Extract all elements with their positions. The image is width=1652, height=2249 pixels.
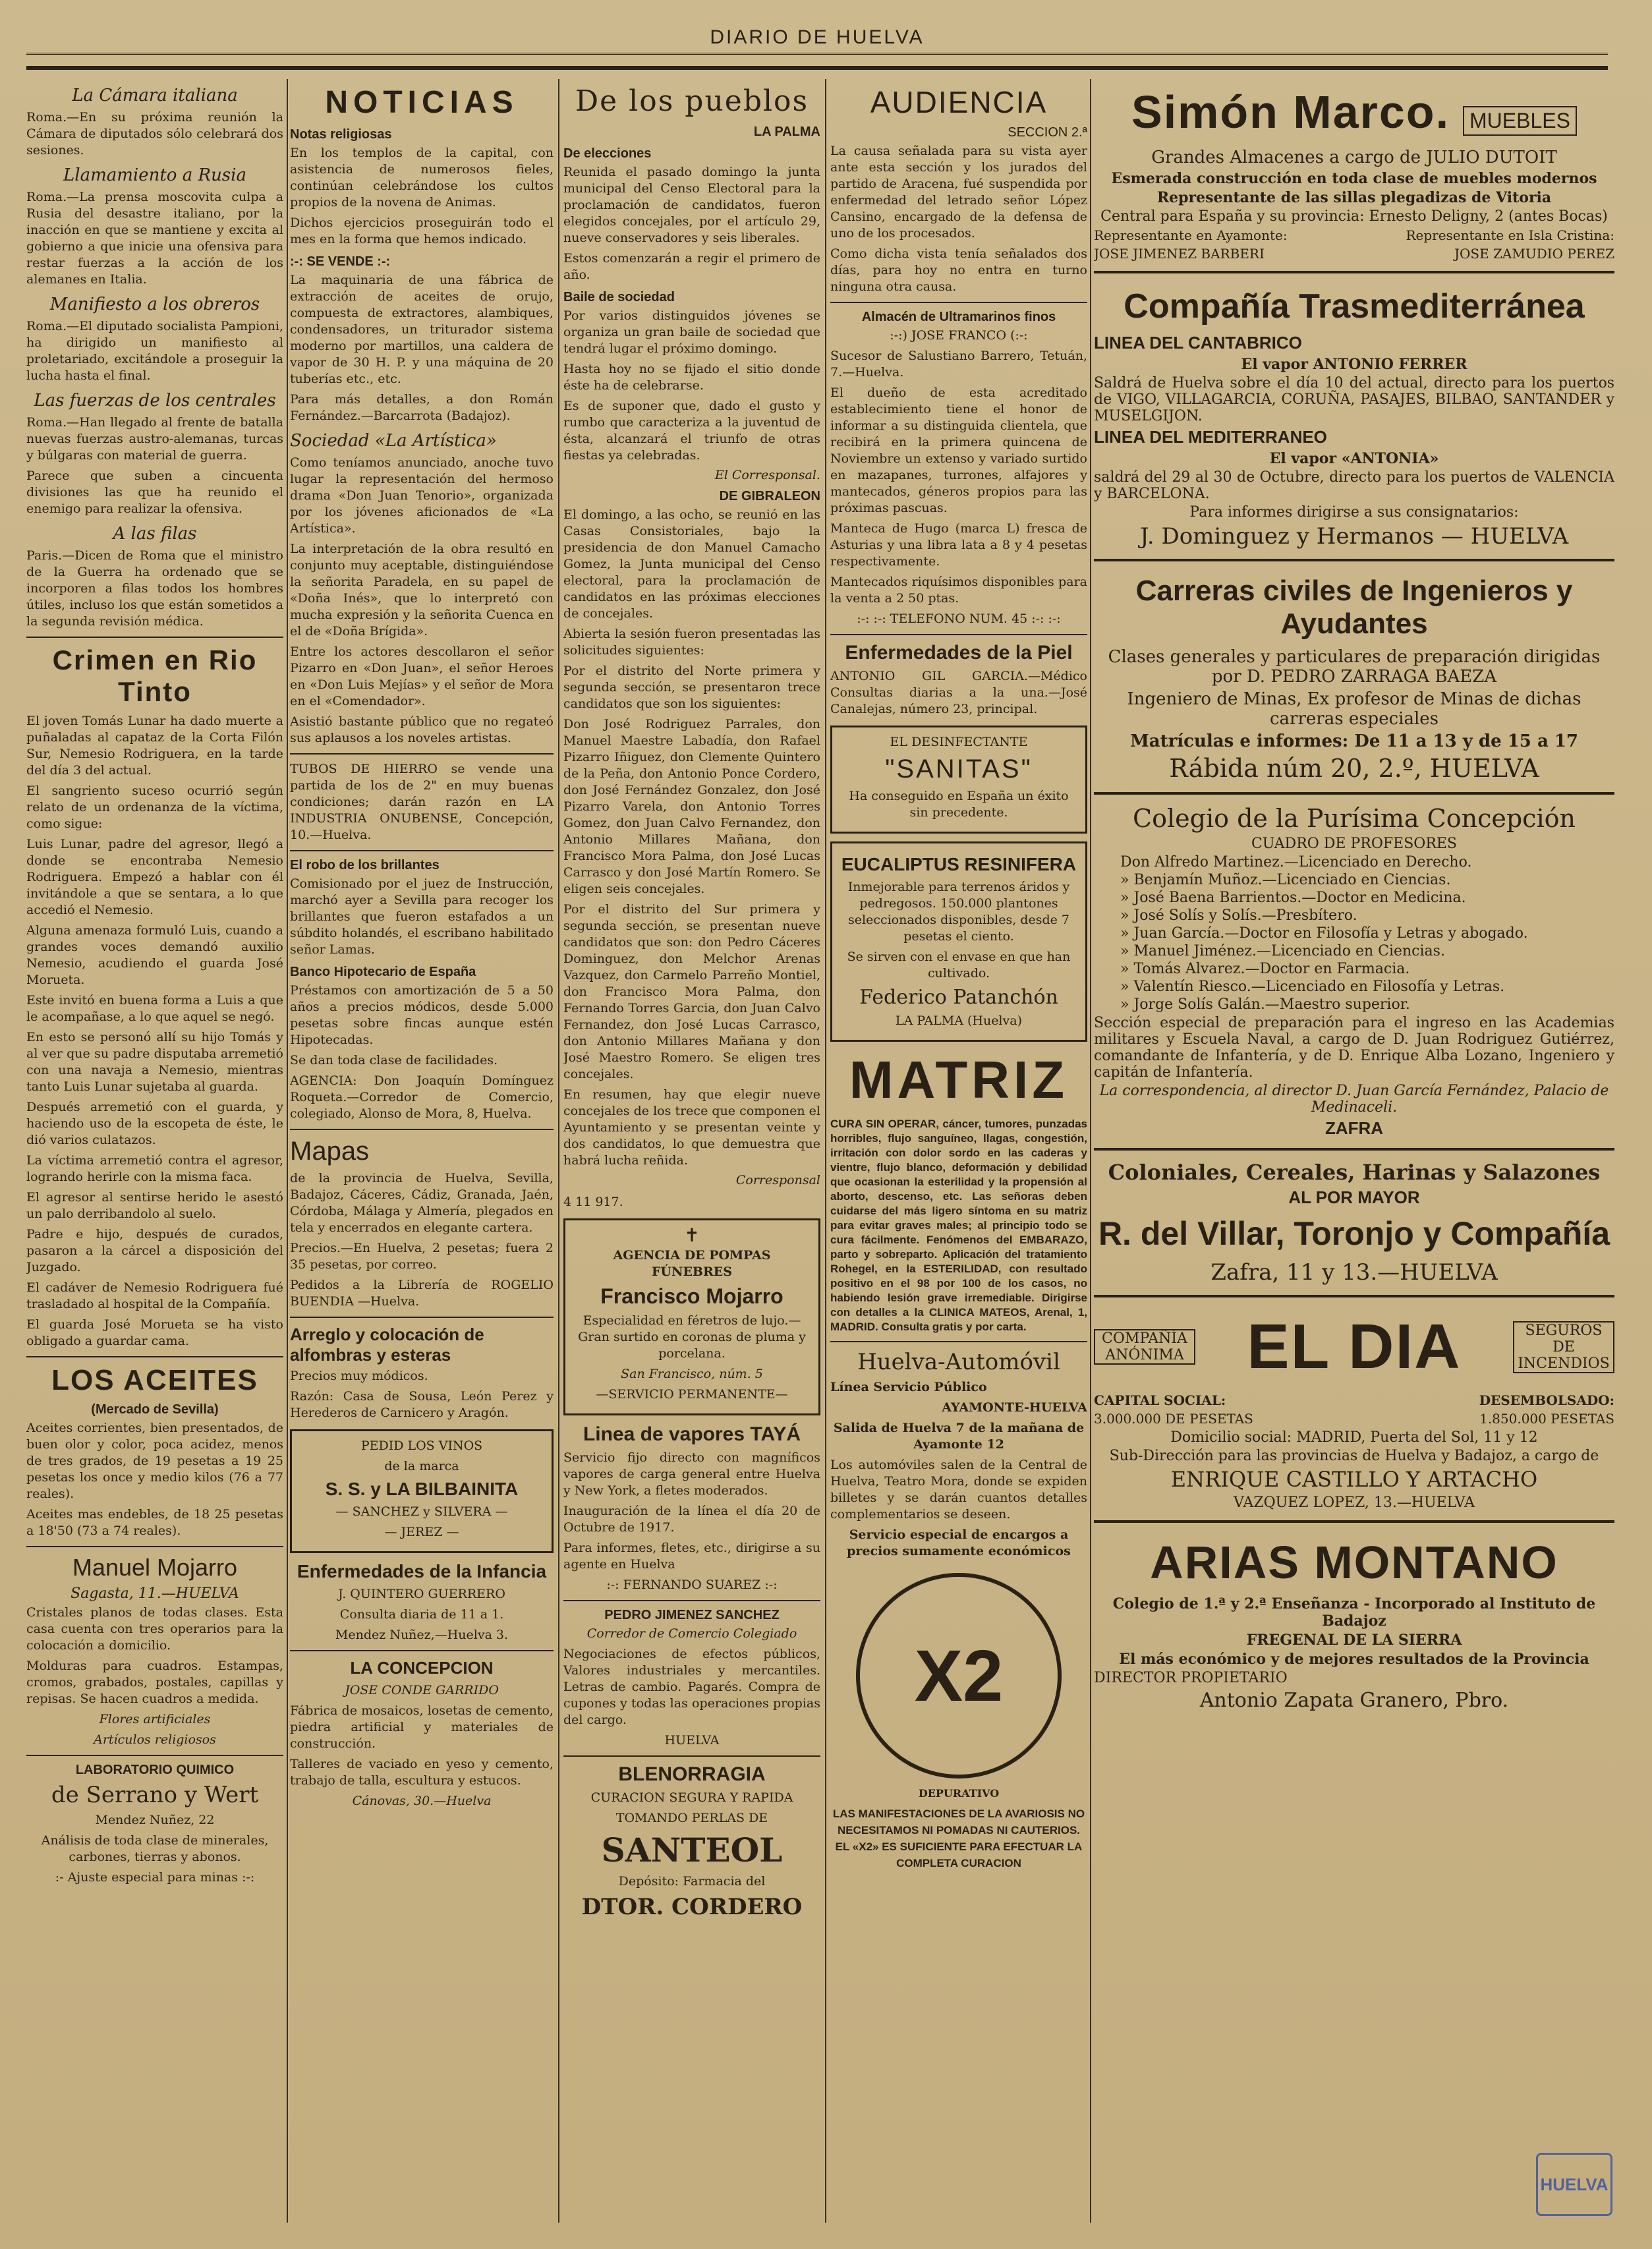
- paragraph: Para más detalles, a don Román Fernández.—Barcarrota (Badajoz).: [290, 392, 554, 423]
- ad-title: Compañía Trasmediterránea: [1124, 287, 1585, 326]
- ad-line: Especialidad en féretros de lujo.—Gran surtido en coronas de pluma y porcelana.: [578, 1313, 806, 1361]
- ad-title: SANTEOL: [601, 1831, 783, 1869]
- divider: [26, 637, 283, 638]
- ad-subtitle: LINEA DEL MEDITERRANEO: [1094, 427, 1327, 447]
- ad-row: [1094, 227, 1614, 243]
- paragraph: El agresor al sentirse herido le asestó un palo derribandolo al suelo.: [26, 1190, 283, 1221]
- paragraph: Dichos ejercicios proseguirán todo el mes en la forma que hemos indicado.: [290, 215, 554, 246]
- paragraph: Corredor de Comercio Colegiado: [586, 1626, 797, 1641]
- ad-title: Francisco Mojarro: [600, 1284, 783, 1308]
- ad-line: de la marca: [384, 1459, 459, 1473]
- paragraph: :-:) JOSE FRANCO (:-:: [890, 328, 1028, 343]
- divider: [563, 1600, 820, 1601]
- ad-line: Sección especial de preparación para el ingreso en las Academias militares y Escuela Naval, a cargo de D. Juan Rodriguez Gutiérrez, comandante de Infantería, y de D. Enrique Alba Lozano, Ingeniero y capitán de Infantería.: [1094, 1015, 1614, 1081]
- ad-box: [830, 841, 1087, 1042]
- depurativo-seal-icon: [856, 1573, 1062, 1779]
- divider: [290, 753, 554, 754]
- paragraph: Flores artificiales: [99, 1712, 211, 1726]
- paragraph: Servicio fijo directo con magníficos vapores de carga general entre Huelva y New York, a fletes moderados.: [563, 1450, 820, 1498]
- paragraph: La maquinaria de una fábrica de extracción de aceites de orujo, compuesta de extractores, alambiques, condensadores, un triturador sistema moderno por martillos, una caldera de vapor de 30 H. P. y una máquina de 20 tuberías etc., etc.: [290, 273, 554, 386]
- paragraph: Parece que suben a cincuenta divisiones las que ha reunido el enemigo para realizar la ofensiva.: [26, 469, 283, 516]
- paragraph: Asistió bastante público que no regateó sus aplausos a los noveles artistas.: [290, 714, 554, 745]
- list-item: » Tomás Alvarez.—Doctor en Farmacia.: [1120, 961, 1410, 977]
- ad-cell: DESEMBOLSADO:: [1479, 1392, 1614, 1408]
- ad-box: [290, 1429, 554, 1553]
- ad-cell: Representante en Ayamonte:: [1094, 227, 1288, 243]
- logo-label: HUELVA: [1540, 2175, 1609, 2194]
- paragraph: Aceites corrientes, bien presentados, de buen olor y color, poca acidez, menos de tres grados, de 19 pesetas a 19 25 pesetas los once y medio kilos (76 a 77 reales).: [26, 1421, 283, 1501]
- paragraph: Este invitó en buena forma a Luis a que le acompañase, a lo que aquel se negó.: [26, 993, 283, 1024]
- paragraph: Depósito: Farmacia del: [618, 1874, 766, 1889]
- column-divider: [825, 79, 826, 2223]
- ad-line: Zafra, 11 y 13.—HUELVA: [1211, 1259, 1498, 1286]
- ad-line: Matrículas e informes: De 11 a 13 y de 15 a 17: [1129, 731, 1579, 751]
- paragraph: Don José Rodriguez Parrales, don Manuel Maestre Labadía, don Rafael Pizarro Iñiguez, don Clemente Quintero de la Peña, don Antonio Ponce Cordero, don José Fernández Gonzalez, don José Pizarro Varela, don Antonio Torres Gomez, don Juan Calvo Fernandez, don Antonio Millares Mañana, don Francisco Mora Palma, don José Lucas Carrasco y don José Martín Romero. Se eligen seis concejales.: [563, 717, 820, 896]
- paragraph: Estos comenzarán a regir el primero de año.: [563, 251, 820, 282]
- headline: Llamamiento a Rusia: [63, 165, 246, 185]
- ad-title: LABORATORIO QUIMICO: [75, 1763, 235, 1777]
- column-3: [563, 79, 820, 2223]
- paragraph: Mantecados riquísimos disponibles para la venta a 2 50 ptas.: [830, 575, 1087, 606]
- divider: [830, 634, 1087, 635]
- divider: [26, 1546, 283, 1547]
- ad-line: Inmejorable para terrenos áridos y pedregosos. 150.000 plantones seleccionados disponibles, desde 7 pesetas el ciento.: [847, 880, 1070, 944]
- headline: Banco Hipotecario de España: [290, 965, 476, 979]
- paragraph: :-: :-: TELEFONO NUM. 45 :-: :-:: [857, 612, 1061, 626]
- ad-subtitle: CUADRO DE PROFESORES: [1251, 836, 1458, 852]
- ad-title: Coloniales, Cereales, Harinas y Salazones: [1108, 1160, 1601, 1185]
- ad-line: Antonio Zapata Granero, Pbro.: [1199, 1689, 1509, 1712]
- ad-title: Mapas: [290, 1137, 370, 1166]
- paragraph: Mendez Nuñez, 22: [95, 1813, 215, 1827]
- paragraph: En los templos de la capital, con asistencia de numerosos fieles, continúan celebrándose los cultos propios de la novena de Animas.: [290, 146, 554, 210]
- paragraph: El sangriento suceso ocurrió según relato de un ordenanza de la víctima, como sigue:: [26, 783, 283, 831]
- ad-title: PEDRO JIMENEZ SANCHEZ: [604, 1608, 780, 1622]
- ad-box: [563, 1218, 820, 1415]
- paragraph: TOMANDO PERLAS DE: [615, 1811, 768, 1825]
- paragraph: Precios muy módicos.: [290, 1369, 428, 1383]
- paragraph: Roma.—El diputado socialista Pampioni, ha dirigido un manifiesto al proletariado, excitándole a proseguir la lucha hasta el final.: [26, 319, 283, 383]
- ad-title: Manuel Mojarro: [72, 1554, 238, 1581]
- ad-row: [1094, 1411, 1614, 1427]
- ad-line: Saldrá de Huelva sobre el día 10 del actual, directo para los puertos de VIGO, VILLAGARCIA, CORUÑA, PASAJES, BILBAO, SANTANDER y MUSELGIJON.: [1094, 375, 1614, 424]
- column-divider: [558, 79, 559, 2223]
- ad-line: Clases generales y particulares de preparación dirigidas por D. PEDRO ZARRAGA BAEZA: [1108, 647, 1601, 687]
- ad-title: Simón Marco.: [1131, 86, 1450, 138]
- ad-block: [1094, 271, 1614, 550]
- paragraph: Precios.—En Huelva, 2 pesetas; fuera 2 35 pesetas, por correo.: [290, 1241, 554, 1272]
- ad-cell: JOSE JIMENEZ BARBERI: [1094, 246, 1265, 262]
- list-item: » Manuel Jiménez.—Licenciado en Ciencias.: [1120, 943, 1445, 959]
- ad-title: Almacén de Ultramarinos finos: [861, 310, 1056, 324]
- paragraph: :- Ajuste especial para minas :-:: [55, 1870, 255, 1885]
- paragraph: Línea Servicio Público: [830, 1380, 987, 1394]
- ad-title: Enfermedades de la Piel: [845, 642, 1073, 664]
- paragraph: Mendez Nuñez,—Huelva 3.: [335, 1628, 509, 1642]
- ad-cell: JOSE ZAMUDIO PEREZ: [1454, 246, 1614, 262]
- ad-line: FREGENAL DE LA SIERRA: [1246, 1632, 1462, 1649]
- ad-cell: CAPITAL SOCIAL:: [1094, 1392, 1226, 1408]
- paragraph: El cadáver de Nemesio Rodriguera fué trasladado al hospital de la Compañía.: [26, 1280, 283, 1311]
- paragraph: :-: FERNANDO SUAREZ :-:: [606, 1578, 778, 1592]
- paragraph: Pedidos a la Librería de ROGELIO BUENDIA —Huelva.: [290, 1278, 554, 1309]
- paragraph: Comisionado por el juez de Instrucción, marchó ayer a Sevilla para recoger los brillantes que fueron estafados a un súbdito holandés, el escribano habilitado señor Lamas.: [290, 876, 554, 957]
- paragraph: HUELVA: [664, 1733, 720, 1748]
- seal-label: X2: [914, 1635, 1004, 1717]
- ad-title: "SANITAS": [885, 754, 1033, 783]
- ad-cell: COMPAÑÍA ANÓNIMA: [1094, 1329, 1195, 1365]
- ad-row: [1094, 246, 1614, 262]
- headline: Manifiesto a los obreros: [49, 295, 260, 314]
- paragraph: Después arremetió con el guarda, y haciendo uso de la escopeta de éste, le dió varios culatazos.: [26, 1100, 283, 1147]
- ad-cell: SEGUROS DE INCENDIOS: [1513, 1321, 1614, 1373]
- paragraph: Aceites mas endebles, de 18 25 pesetas a 18'50 (73 a 74 reales).: [26, 1507, 283, 1538]
- paragraph: Razón: Casa de Sousa, León Perez y Herederos de Carnicero y Aragón.: [290, 1389, 554, 1420]
- ad-line: AGENCIA DE POMPAS FÚNEBRES: [613, 1248, 771, 1279]
- paragraph: Roma.—En su próxima reunión la Cámara de diputados sólo celebrará dos sesiones.: [26, 110, 283, 157]
- ad-line: saldrá del 29 al 30 de Octubre, directo para los puertos de VALENCIA y BARCELONA.: [1094, 469, 1614, 502]
- headline: Las fuerzas de los centrales: [34, 391, 276, 411]
- ad-line: — JEREZ —: [384, 1525, 459, 1539]
- ad-subtitle: Sagasta, 11.—HUELVA: [71, 1585, 239, 1602]
- ad-line: J. Dominguez y Hermanos — HUELVA: [1139, 523, 1569, 550]
- paragraph: El joven Tomás Lunar ha dado muerte a puñaladas al capataz de la Corta Filón Sur, Nemesio Rodriguera, en la tarde del día 3 del actual.: [26, 714, 283, 778]
- paragraph: Roma.—Han llegado al frente de batalla nuevas fuerzas austro-alemanas, turcas y búlgaras con material de guerra.: [26, 415, 283, 463]
- paragraph: Cánovas, 30.—Huelva: [352, 1794, 492, 1808]
- paragraph: La causa señalada para su vista ayer ante esta sección y los jurados del partido de Aracena, fué suspendida por enfermedad del letrado señor López Cansino, encargado de la defensa de uno de los procesados.: [830, 144, 1087, 241]
- ad-block: [1094, 559, 1614, 783]
- date: 4 11 917.: [563, 1195, 623, 1209]
- divider: [26, 1755, 283, 1756]
- ad-line: Domicilio social: MADRID, Puerta del Sol, 11 y 12: [1170, 1429, 1538, 1446]
- headline: Crimen en Rio Tinto: [52, 644, 258, 707]
- divider: [290, 1129, 554, 1130]
- divider: [830, 1341, 1087, 1342]
- paragraph: Talleres de vaciado en yeso y cemento, trabajo de talla, escultura y estucos.: [290, 1757, 554, 1788]
- column-1: [26, 79, 283, 2223]
- paragraph: Servicio especial de encargos a precios sumamente económicos: [847, 1527, 1071, 1558]
- ad-title: BLENORRAGIA: [618, 1763, 766, 1785]
- ad-line: Ingeniero de Minas, Ex profesor de Minas de dichas carreras especiales: [1127, 689, 1581, 729]
- headline: De elecciones: [563, 146, 652, 161]
- huelva-logo-icon: [1536, 2153, 1612, 2216]
- ad-line: Ha conseguido en España un éxito sin precedente.: [849, 789, 1069, 820]
- paragraph: Salida de Huelva 7 de la mañana de Ayamonte 12: [833, 1421, 1085, 1452]
- paragraph: de la provincia de Huelva, Sevilla, Badajoz, Cáceres, Cádiz, Granada, Jaén, Córdoba, Málaga y Almería, plegados en tela y encerrados en elegante cartera.: [290, 1171, 554, 1235]
- ad-title: Enfermedades de la Infancia: [297, 1561, 547, 1581]
- divider: [563, 1755, 820, 1757]
- ad-line: Sub-Dirección para las provincias de Huelva y Badajoz, a cargo de: [1109, 1448, 1599, 1464]
- column-5: [1094, 79, 1614, 2223]
- section-title: De los pueblos: [575, 84, 809, 118]
- ad-header: [1094, 79, 1614, 145]
- paragraph: ANTONIO GIL GARCIA.—Médico Consultas diarias a la una.—José Canalejas, número 23, principal.: [830, 669, 1087, 716]
- paragraph: Se dan toda clase de facilidades.: [290, 1053, 498, 1068]
- ad-title: MATRIZ: [849, 1050, 1069, 1109]
- ad-line: El vapor «ANTONIA»: [1269, 450, 1439, 467]
- ad-line: San Francisco, núm. 5: [621, 1367, 763, 1381]
- paragraph: CURA SIN OPERAR, cáncer, tumores, punzadas horribles, flujo sanguíneo, llagas, congestión, irritación con dolor sordo en las caderas y vientre, flujo blanco, deformación y debilidad que ocasionan la esterilidad y la propensión al aborto, descenso, etc. Las señoras deben cuidarse del más ligero síntoma en su matriz para evitar graves males; al principio todo se cura fácilmente. Fenómenos del EMBARAZO, parto y sobreparto. Aplicación del tratamiento Rohegel, en la ESTERILIDAD, con resultado positivo en el 98 por 100 de los casos, no habiendo lesión grave irremediable. Dirigirse con detalles a la CLINICA MATEOS, Arenal, 1, MADRID. Consulta gratis y por carta.: [830, 1118, 1087, 1333]
- paragraph: Por el distrito del Norte primera y segunda sección, se presentaron trece candidatos que son los siguientes:: [563, 664, 820, 711]
- paragraph: La interpretación de la obra resultó en conjunto muy aceptable, distinguiéndose la señorita Paradela, en su papel de «Doña Inés», que lo interpretó con mucha expresión y la señorita Cuenca en el de «Doña Brígida».: [290, 542, 554, 639]
- paragraph: En resumen, hay que elegir nueve concejales de los trece que componen el Ayuntamiento y se presentan veinte y dos candidatos, lo que demuestra que habrá lucha reñida.: [563, 1087, 820, 1168]
- paragraph: Molduras para cuadros. Estampas, cromos, grabados, postales, capillas y repisas. Se hacen cuadros a medida.: [26, 1659, 283, 1706]
- ad-title: DTOR. CORDERO: [581, 1894, 803, 1920]
- paragraph: Paris.—Dicen de Roma que el ministro de la Guerra ha ordenado que se incorporen a filas todos los hombres útiles, incluso los que están sometidos a la segunda revisión médica.: [26, 548, 283, 629]
- ad-title: Huelva-Automóvil: [857, 1349, 1060, 1375]
- paragraph: En esto se personó allí su hijo Tomás y al ver que su padre disputaba arremetió con una navaja a Nemesio, mientras tanto Luis Lunar sujetaba al guarda.: [26, 1030, 283, 1094]
- list-item: » Juan García.—Doctor en Filosofía y Letras y abogado.: [1120, 925, 1528, 942]
- paragraph: Sucesor de Salustiano Barrero, Tetuán, 7.—Huelva.: [830, 349, 1087, 380]
- list-item: » Jorge Solís Galán.—Maestro superior.: [1120, 996, 1410, 1013]
- divider: [830, 302, 1087, 303]
- column-divider: [1090, 79, 1091, 2223]
- ad-line: El vapor ANTONIO FERRER: [1241, 356, 1467, 373]
- paragraph: Inauguración de la línea el día 20 de Octubre de 1917.: [563, 1504, 820, 1535]
- paragraph: Análisis de toda clase de minerales, carbones, tierras y abonos.: [41, 1833, 269, 1864]
- ad-line: El más económico y de mejores resultados de la Provincia: [1119, 1651, 1589, 1668]
- divider: [290, 1317, 554, 1318]
- headline: El robo de los brillantes: [290, 858, 440, 872]
- ad-line: EL DESINFECTANTE: [890, 735, 1028, 749]
- headline: :-: SE VENDE :-:: [290, 254, 391, 269]
- subheadline: (Mercado de Sevilla): [91, 1402, 219, 1417]
- paragraph: Para informes, fletes, etc., dirigirse a su agente en Huelva: [563, 1541, 820, 1572]
- headline: A las filas: [113, 524, 197, 544]
- ad-line: Representante de las sillas plegadizas de Vitoria: [1156, 189, 1552, 206]
- paragraph: Es de suponer que, dado el gusto y rumbo que caracteriza a la juventud de ésta, alcanzará el triunfo de otras fiestas ya celebradas.: [563, 399, 820, 463]
- signature: Corresponsal: [735, 1173, 820, 1187]
- headline: LA PALMA: [753, 125, 820, 139]
- paragraph: Alguna amenaza formuló Luis, cuando a grandes voces demandó auxilio Nemesio, acudiendo el guarda José Morueta.: [26, 923, 283, 987]
- headline: La Cámara italiana: [72, 86, 238, 105]
- list-item: » José Solís y Solís.—Presbítero.: [1120, 907, 1357, 924]
- ad-line: LA PALMA (Huelva): [896, 1013, 1022, 1028]
- ad-title: Federico Patanchón: [859, 986, 1058, 1009]
- ad-cell: Representante en Isla Cristina:: [1406, 227, 1614, 243]
- paragraph: AYAMONTE-HUELVA: [942, 1400, 1087, 1415]
- ad-line: ENRIQUE CASTILLO Y ARTACHO: [1170, 1467, 1538, 1492]
- headline: LOS ACEITES: [51, 1364, 258, 1396]
- ad-box: [830, 726, 1087, 834]
- ad-title: R. del Villar, Toronjo y Compañía: [1098, 1215, 1610, 1252]
- section-title: AUDIENCIA: [870, 85, 1048, 119]
- headline: DE GIBRALEON: [719, 489, 820, 503]
- ad-line: VAZQUEZ LOPEZ, 13.—HUELVA: [1234, 1495, 1475, 1511]
- list-item: » José Baena Barrientos.—Doctor en Medicina.: [1120, 890, 1466, 906]
- ad-line: PEDID LOS VINOS: [360, 1438, 483, 1453]
- ad-title: Carreras civiles de Ingenieros y Ayudantes: [1135, 575, 1573, 640]
- ad-line: Para informes dirigirse a sus consignatarios:: [1189, 504, 1519, 521]
- paragraph: Luis Lunar, padre del agresor, llegó a donde se encontraba Nemesio Rodriguera. Empezó a hablar con él invitándole a que se sentara, a lo que accedió el Nemesio.: [26, 837, 283, 917]
- paragraph: Fábrica de mosaicos, losetas de cemento, piedra artificial y materiales de construcción.: [290, 1703, 554, 1751]
- ad-header: [1094, 1304, 1614, 1390]
- headline: Sociedad «La Artística»: [290, 431, 497, 451]
- paragraph: Préstamos con amortización de 5 a 50 años a precios módicos, desde 5.000 pesetas sobre fincas aunque estén Hipotecadas.: [290, 983, 554, 1047]
- paragraph: Artículos religiosos: [94, 1732, 216, 1747]
- paragraph: Abierta la sesión fueron presentadas las solicitudes siguientes:: [563, 627, 820, 658]
- ad-block: [1094, 1295, 1614, 1511]
- paragraph: AGENCIA: Don Joaquín Domínguez Roqueta.—Corredor de Comercio, colegiado, Alonso de Mora, 8, Huelva.: [290, 1073, 554, 1121]
- paragraph: Por el distrito del Sur primera y segunda sección, se presentan nueve candidatos que son: don Pedro Cáceres Dominguez, don Melchor Arenas Vazquez, don Carmelo Parreño Montiel, don Francisco Mora Palma, don Fernando Torres Garcia, don Juan Calvo Fernandez, don José Lucas Carrasco, don Antonio Millares Mañana y don José Maestro Romero. Se eligen tres concejales.: [563, 902, 820, 1081]
- paragraph: CURACION SEGURA Y RAPIDA: [590, 1790, 793, 1805]
- paragraph: Los automóviles salen de la Central de Huelva, Teatro Mora, donde se expiden billetes y se darán cuantos detalles complementarios se deseen.: [830, 1458, 1087, 1522]
- headline: Baile de sociedad: [563, 290, 675, 304]
- ad-title: EL DIA: [1247, 1311, 1462, 1382]
- ad-title: Linea de vapores TAYÁ: [583, 1423, 801, 1445]
- cross-icon: ✝: [684, 1224, 700, 1246]
- paragraph: Cristales planos de todas clases. Esta casa cuenta con tres operarios para la colocación a domicilio.: [26, 1605, 283, 1653]
- paragraph: Negociaciones de efectos públicos, Valores industriales y mercantiles. Letras de cambio. Pagarés. Compra de cupones y todas las operaciones propias del cargo.: [563, 1647, 820, 1727]
- ad-title: EUCALIPTUS RESINIFERA: [841, 854, 1077, 874]
- paragraph: TUBOS DE HIERRO se vende una partida de los de 2" en muy buenas condiciones; darán razón en LA INDUSTRIA ONUBENSE, Concepción, 10.—Huelva.: [290, 762, 554, 842]
- ad-badge: MUEBLES: [1463, 106, 1577, 136]
- list-item: Don Alfredo Martinez.—Licenciado en Derecho.: [1120, 854, 1472, 870]
- paragraph: Hasta hoy no se fijado el sitio donde éste ha de celebrarse.: [563, 362, 820, 393]
- paragraph: Por varios distinguidos jóvenes se organiza un gran baile de sociedad que tendrá lugar el próximo domingo.: [563, 308, 820, 356]
- seal-caption: DEPURATIVO: [918, 1787, 1000, 1800]
- ad-row: [1094, 1392, 1614, 1408]
- paragraph: Roma.—La prensa moscovita culpa a Rusia del desastre italiano, por la inacción en que se mantiene y excita al gobierno a que inicie una ofensiva para restar fuerzas a la acción de los alemanes en Italia.: [26, 190, 283, 287]
- divider: [290, 1650, 554, 1651]
- ad-cell: 1.850.000 PESETAS: [1479, 1411, 1614, 1427]
- ad-title: Arreglo y colocación de alfombras y esteras: [290, 1324, 484, 1365]
- headline: SECCION 2.ª: [1008, 125, 1087, 140]
- ad-title: S. S. y LA BILBAINITA: [325, 1479, 519, 1499]
- ad-line: Esmerada construcción en toda clase de muebles modernos: [1111, 170, 1597, 187]
- ad-line: Grandes Almacenes a cargo de JULIO DUTOIT: [1151, 148, 1557, 167]
- ad-block: [1094, 1520, 1614, 1712]
- paragraph: La víctima arremetió contra el agresor, logrando herirle con la misma faca.: [26, 1153, 283, 1184]
- paragraph: Como teníamos anunciado, anoche tuvo lugar la representación del hermoso drama «Don Juan Tenorio», organizada por los jóvenes aficionados de «La Artística».: [290, 455, 554, 536]
- ad-title: Colegio de la Purísima Concepción: [1133, 804, 1576, 833]
- column-divider: [287, 79, 288, 2223]
- paragraph: J. QUINTERO GUERRERO: [338, 1587, 505, 1601]
- ad-line: Colegio de 1.ª y 2.ª Enseñanza - Incorporado al Instituto de Badajoz: [1112, 1595, 1596, 1630]
- paragraph: Reunida el pasado domingo la junta municipal del Censo Electoral para la proclamación de candidatos, fueron elegidos concejales, por el artículo 29, nueve conservadores y seis liberales.: [563, 165, 820, 245]
- ad-block: [1094, 792, 1614, 1139]
- ad-line: —SERVICIO PERMANENTE—: [596, 1387, 788, 1402]
- column-2: [290, 79, 554, 2223]
- ad-line: DIRECTOR PROPIETARIO: [1094, 1670, 1288, 1686]
- ad-subtitle: AL POR MAYOR: [1288, 1187, 1420, 1207]
- ad-line: ZAFRA: [1324, 1118, 1384, 1138]
- ad-line: Central para España y su provincia: Ernesto Deligny, 2 (antes Bocas): [1100, 208, 1608, 225]
- paragraph: El dueño de esta acreditado establecimiento tiene el honor de informar a su distinguida clientela, que recibirá en la primera quincena de Noviembre un extenso y variado surtido en mazapanes, turrones, alfajores y mantecados, géneros propios para las próximas pascuas.: [830, 385, 1087, 515]
- paragraph: Padre e hijo, después de curados, pasaron a la cárcel a disposición del Juzgado.: [26, 1227, 283, 1274]
- column-4: [830, 79, 1087, 2223]
- paragraph: Como dicha vista tenía señalados dos días, para hoy no entra en turno ninguna otra causa.: [830, 246, 1087, 294]
- paragraph: LAS MANIFESTACIONES DE LA AVARIOSIS NO NECESITAMOS NI POMADAS NI CAUTERIOS. EL «X2» ES SUFICIENTE PARA EFECTUAR LA COMPLETA CURACION: [832, 1808, 1085, 1869]
- ad-line: — SANCHEZ y SILVERA —: [335, 1504, 508, 1519]
- section-title: NOTICIAS: [325, 85, 519, 120]
- signature: El Corresponsal.: [714, 468, 820, 482]
- ad-subtitle: LINEA DEL CANTABRICO: [1094, 333, 1302, 353]
- ad-title: LA CONCEPCION: [350, 1658, 494, 1678]
- paragraph: JOSE CONDE GARRIDO: [345, 1683, 499, 1697]
- paragraph: El guarda José Morueta se ha visto obligado a guardar cama.: [26, 1317, 283, 1348]
- masthead: DIARIO DE HUELVA: [26, 26, 1608, 55]
- paragraph: Consulta diaria de 11 a 1.: [339, 1607, 504, 1622]
- ad-line: Se sirven con el envase en que han cultivado.: [847, 950, 1071, 981]
- list-item: » Benjamín Muñoz.—Licenciado en Ciencias.: [1120, 872, 1451, 888]
- paragraph: Entre los actores descollaron el señor Pizarro en «Don Juan», el señor Heroes en «Don Luis Mejías» y el señor de Mora en el «Comendador».: [290, 644, 554, 708]
- ad-title: de Serrano y Wert: [51, 1782, 259, 1808]
- headline: Notas religiosas: [290, 127, 392, 142]
- list-item: » Valentín Riesco.—Licenciado en Filosofía y Letras.: [1120, 979, 1505, 995]
- ad-block: [1094, 1148, 1614, 1286]
- top-rule: [26, 66, 1608, 70]
- divider: [26, 1356, 283, 1357]
- ad-line: Rábida núm 20, 2.º, HUELVA: [1169, 754, 1539, 783]
- paragraph: Manteca de Hugo (marca L) fresca de Asturias y una libra lata a 8 y 4 pesetas respectivamente.: [830, 521, 1087, 569]
- paragraph: El domingo, a las ocho, se reunió en las Casas Consistoriales, bajo la presidencia de don Manuel Camacho Gomez, la Junta municipal del Censo electoral, para la proclamación de candidatos en las próximas elecciones de concejales.: [563, 507, 820, 621]
- ad-title: ARIAS MONTANO: [1150, 1537, 1558, 1588]
- ad-cell: 3.000.000 DE PESETAS: [1094, 1411, 1253, 1427]
- ad-line: La correspondencia, al director D. Juan García Fernández, Palacio de Medinaceli.: [1099, 1083, 1609, 1116]
- divider: [290, 850, 554, 851]
